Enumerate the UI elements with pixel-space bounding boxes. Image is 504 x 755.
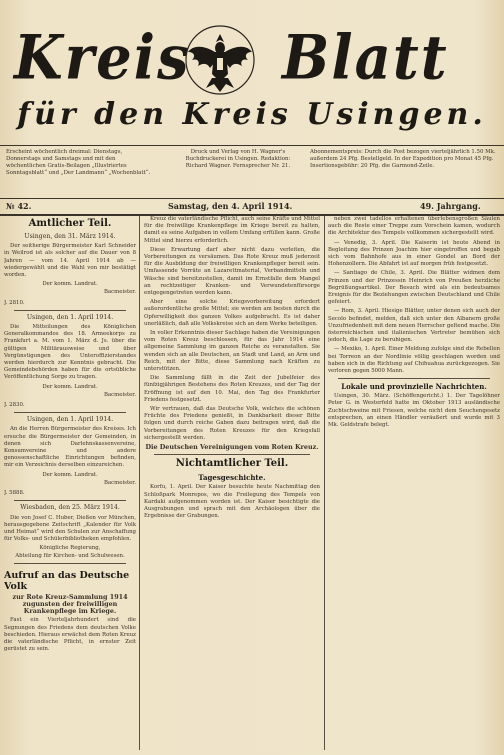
publication-info-row: [0, 145, 504, 199]
notice-signature: Der komm. Landrat.: [42, 471, 98, 478]
notice: [4, 314, 136, 409]
article-paragraph: In voller Erkenntnis dieser Sachlage haben die Vereinigungen vom Roten Kreuz beschlossen, für das Jahr 1914 eine allgemeine Sammlung im ganzen Reiche zu veranstalten. Sie wenden sich an alle Deutschen, an Stadt und Land, an Arm und Reich, mit der Bitte, diese Sammlung nach Kräften zu unterstützen.: [144, 330, 320, 373]
eagle-icon: [182, 22, 258, 98]
notice-dateline: Usingen, den 1. April 1914.: [26, 416, 114, 424]
notice: [4, 233, 136, 307]
notice-signature-name: Abteilung für Kirchen- und Schulwesen.: [15, 552, 125, 559]
issue-number: № 42.: [6, 201, 32, 211]
notice-signature-name: Bacmeister.: [103, 479, 136, 486]
section-heading-local: Lokale und provinzielle Nachrichten.: [341, 382, 487, 392]
section-subheading-daily-news: Tagesgeschichte.: [198, 473, 266, 483]
divider: [338, 378, 490, 379]
notice-text: Die Mitteilungen des Königlichen Generalkommandos des 18. Armeekorps zu Frankfurt a. M. vom 1. März d. Js. über die gültigen Militärausweise und über Vergünstigungen des Unteroffizierstandes werden hierdurch zur Kenntnis gebracht. Die Gemeindebehörden haben für die ortsübliche Veröffentlichung Sorge zu tragen.: [4, 324, 136, 381]
news-paragraph: neben zwei tadellos erhaltenen überlebensgroßen Säulen auch die Reste einer Treppe zum Vorschein kamen, wodurch die Architektur des Tempels vollkommen sichergestellt wird.: [328, 216, 500, 237]
notice-signature: Königliche Regierung,: [39, 545, 101, 552]
section-heading-unofficial: Nichtamtlicher Teil.: [175, 458, 289, 470]
notice-dateline: Usingen, den 31. März 1914.: [24, 233, 116, 240]
appeal-subheading: zur Rote Kreuz-Sammlung 1914 zugunsten der freiwilligen Krankenpflege im Kriege.: [12, 592, 128, 616]
notice-signature-name: Bacmeister.: [103, 289, 136, 296]
divider: [14, 310, 126, 311]
column-official: [4, 216, 136, 750]
divider: [14, 500, 126, 501]
divider: [14, 563, 126, 564]
news-paragraph: — Santiago de Chile, 3. April. Die Blätter widmen dem Prinzen und der Prinzessin Heinrich von Preußen herzliche Begrüßungsartikel. Der Besuch wird als ein bedeutsames Ereignis für die Beziehungen zwischen Deutschland und Chile gefeiert.: [328, 270, 500, 306]
article-paragraph: Aber eine solche Kriegsvorbereitung erfordert außerordentliche große Mittel; sie werden am besten durch die Opferwilligkeit des ganzen Volkes aufgebracht. Es ist daher unerläßlich, daß alle Volkskreise sich an dem Werke beteiligen.: [144, 299, 320, 327]
news-paragraph: — Mexiko, 1. April. Einer Meldung zufolge sind die Rebellen bei Torreon an der Nordlinie völlig geschlagen worden und haben sich in die Richtung auf Chihuahua zurückgezogen. Sie verloren gegen 5000 Mann.: [328, 346, 500, 375]
publisher-info: Druck und Verlag von H. Wagner's Buchdruckerei in Usingen. Redaktion: Richard Wagner. Fernsprecher Nr. 21.: [185, 149, 291, 169]
subscription-price: Abonnementspreis: Durch die Post bezogen vierteljährlich 1.50 Mk. außerdem 24 Pfg. Bestellgeld. In der Expedition pro Monat 45 Pfg. Insertionsgebühr: 20 Pfg. die Garmond-Zeile.: [310, 149, 496, 169]
notice-text: Die von Josef C. Huber, Dießen vor München, herausgegebene Zeitschrift „Kalender für Volk und Heimat“ wird den Schulen zur Anschaffung für Volks- und Schülerbibliotheken empfohlen.: [4, 514, 136, 543]
divider: [14, 412, 126, 413]
news-paragraph: Usingen, 30. März. (Schöffengericht.) 1. Der Tagelöhner Peter G. in Westerfeld hatte im Oktober 1913 ausländische Zuchtschweine mit Friesen, welche nicht dem Seuchengesetz entsprechen, an einen Händler veräußert und wurde mit 3 Mk. Geldstrafe belegt.: [328, 393, 500, 429]
article-paragraph: Die Sammlung fällt in die Zeit der Jubelfeier des fünfzigjährigen Bestehens des Roten Kreuzes, und der Tag der Eröffnung ist auf den 10. Mai, den Tag des Frankfurter Friedens festgesetzt.: [144, 375, 320, 403]
masthead-title-kreis: Kreis: [14, 22, 191, 94]
notice: [4, 504, 136, 559]
article-paragraph: Kreuz die vaterländische Pflicht, auch seine Kräfte und Mittel für die freiwillige Krankenpflege im Kriege bereit zu halten, damit es seine Aufgaben in vollem Umfang erfüllen kann. Große Mittel sind hierzu erforderlich.: [144, 216, 320, 244]
news-paragraph: — Rom, 3. April. Hiesige Blätter, unter denen sich auch der Secolo befindet, melden, daß sich unter den Albanern große Unzufriedenheit mit dem neuen Herrscher geltend mache. Die österreichischen und italienischen Vertreter bemühen sich jedoch, die Lage zu beruhigen.: [328, 308, 500, 344]
notice-dateline: Wiesbaden, den 25. März 1914.: [20, 504, 120, 512]
volume-year: 49. Jahrgang.: [420, 201, 481, 211]
notice-signature-name: Bacmeister.: [103, 391, 136, 398]
article-paragraph: Wir vertrauen, daß das Deutsche Volk, welches die schönen Früchte des Friedens genießt, in Dankbarkeit dieser Bitte folgen und durch reiche Gaben dazu beitragen wird, daß die Vorbereitungen des Roten Kreuzes für den Kriegsfall sichergestellt werden.: [144, 406, 320, 441]
article-paragraph: Korfu, 1. April. Der Kaiser besuchte heute Nachmittag den Schloßpark Monrepos, wo die Freilegung des Tempels von Kardaki aufgenommen worden ist. Der Kaiser besichtigte die Ausgrabungen und sprach mit den Archäologen über die Ergebnisse der Grabungen.: [144, 484, 320, 520]
masthead: [0, 0, 504, 142]
notice: [4, 416, 136, 497]
divider: [154, 454, 310, 455]
article-closing: Die Deutschen Vereinigungen vom Roten Kreuz.: [145, 443, 319, 452]
news-paragraph: — Venedig, 3. April. Die Kaiserin ist heute Abend in Begleitung des Prinzen Joachim hier eingetroffen und begab sich vom Bahnhofe aus in einer Gondel an Bord der Hohenzollern. Die Abfahrt ist auf morgen früh festgesetzt.: [328, 239, 500, 268]
notice-text: An die Herren Bürgermeister des Kreises. Ich ersuche die Bürgermeister der Gemeinden, in denen sich Darlehnskassenvereine, Konsumvereine und andere genossenschaftliche Einrichtungen befinden, mir ein Verzeichnis derselben einzureichen.: [4, 426, 136, 469]
appeal-heading: Aufruf an das Deutsche Volk: [4, 569, 130, 592]
notice-reference: J. 2810.: [4, 299, 25, 306]
section-heading-official: Amtlicher Teil.: [28, 218, 112, 229]
notice-reference: J. 5888.: [4, 490, 25, 497]
notice-signature: Der komm. Landrat.: [42, 383, 98, 390]
notice-signature: Der komm. Landrat.: [42, 281, 98, 288]
masthead-title-blatt: Blatt: [282, 22, 449, 94]
notice-dateline: Usingen, den 1. April 1914.: [26, 313, 114, 321]
notice-text: Der seitherige Bürgermeister Karl Schneider in Weilrod ist als solcher auf die Dauer von 8 Jahren — vom 14. April 1914 ab — wiedergewählt und die Wahl von mir bestätigt worden.: [4, 243, 136, 279]
article-paragraph: Diese Erwartung darf aber nicht dazu verleiten, die Vorbereitungen zu versäumen. Das Rote Kreuz muß jederzeit für die Ausbildung der freiwilligen Krankenpfleger bereit sein. Umfassende Vorräte an Lazarettmaterial, Verbandmitteln und Wäsche sind bereitzustellen, damit im Ernstfalle dem Mangel an rechtzeitiger Kranken- und Verwundetenfürsorge entgegengetreten werden kann.: [144, 246, 320, 297]
masthead-subtitle: für den Kreis Usingen.: [17, 97, 487, 132]
issue-date: Samstag, den 4. April 1914.: [168, 201, 293, 211]
dateline: [0, 198, 504, 216]
appeal-text: Fast ein Vierteljahrhundert sind die Segnungen des Friedens dem deutschen Volke beschieden. Hieraus erwächst dem Roten Kreuz die vaterländische Pflicht, in ernster Zeit gerüstet zu sein.: [4, 617, 136, 653]
column-news: [328, 216, 500, 750]
publication-schedule: Erscheint wöchentlich dreimal: Dienstags, Donnerstags und Samstags und mit den wöchentlichen Gratis-Beilagen „Illustriertes Sonntagsblatt“ und „Der Landmann“ „Wochenblatt“.: [6, 149, 151, 176]
column-rule: [324, 216, 325, 750]
column-rule: [139, 216, 140, 750]
column-red-cross: [144, 216, 320, 750]
notice-reference: J. 2830.: [4, 402, 25, 409]
